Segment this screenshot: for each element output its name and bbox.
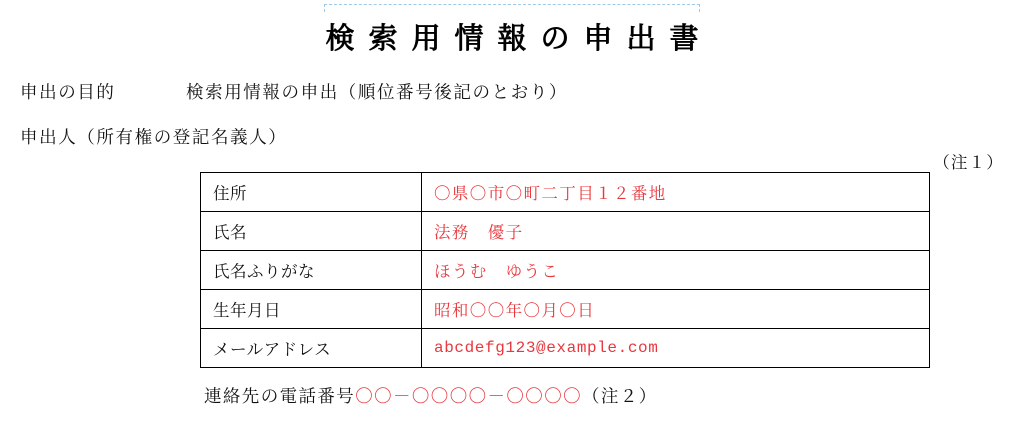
applicant-info-table xyxy=(200,172,930,368)
purpose-value: 検索用情報の申出（順位番号後記のとおり） xyxy=(186,82,568,102)
row-value-name-furigana[interactable]: ほうむ ゆうこ xyxy=(422,251,930,290)
title-guide-box xyxy=(324,4,700,12)
row-label-birthdate: 生年月日 xyxy=(201,290,422,329)
row-value-email[interactable]: abcdefg123@example.com xyxy=(422,329,930,368)
row-label-name: 氏名 xyxy=(201,212,422,251)
table-row xyxy=(201,290,930,329)
telephone-number[interactable]: 〇〇－〇〇〇〇－〇〇〇〇 xyxy=(355,386,583,406)
table-row xyxy=(201,251,930,290)
table-row xyxy=(201,212,930,251)
applicant-label: 申出人（所有権の登記名義人） xyxy=(20,127,288,147)
row-value-name[interactable]: 法務 優子 xyxy=(422,212,930,251)
page-title: 検索用情報の申出書 xyxy=(325,23,713,55)
row-label-address: 住所 xyxy=(201,173,422,212)
row-value-address[interactable]: 〇県〇市〇町二丁目１２番地 xyxy=(422,173,930,212)
note-1: （注１） xyxy=(933,154,1004,172)
telephone-label: 連絡先の電話番号 xyxy=(204,386,356,406)
purpose-label: 申出の目的 xyxy=(20,82,116,102)
table-row xyxy=(201,173,930,212)
title-area xyxy=(0,4,1024,57)
row-label-email: メールアドレス xyxy=(201,329,422,368)
row-value-birthdate[interactable]: 昭和〇〇年〇月〇日 xyxy=(422,290,930,329)
telephone-line xyxy=(204,383,658,408)
note-2: （注２） xyxy=(582,386,658,406)
row-label-name-furigana: 氏名ふりがな xyxy=(201,251,422,290)
table-row xyxy=(201,329,930,368)
